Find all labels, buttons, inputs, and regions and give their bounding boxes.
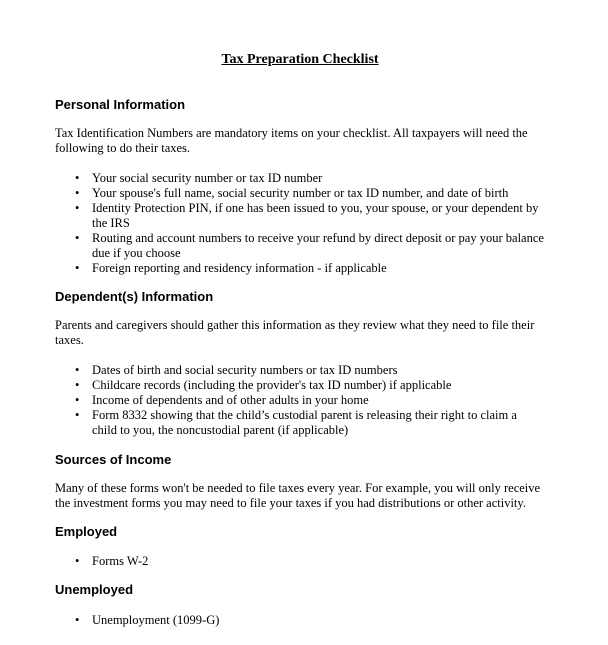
bullet-icon: •	[75, 378, 80, 392]
dependents-info-list	[55, 363, 545, 438]
bullet-icon: •	[75, 186, 80, 200]
personal-info-heading: Personal Information	[55, 97, 186, 112]
list-item: • Identity Protection PIN, if one has been issued to you, your spouse, or your dependent by the IRS	[75, 201, 539, 230]
income-sources-intro: Many of these forms won't be needed to file taxes every year. For example, you will only receive the investment forms you may need to file your taxes if you had distributions or other activity.	[55, 481, 541, 510]
list-item: • Income of dependents and of other adults in your home	[75, 393, 369, 407]
dependents-info-heading: Dependent(s) Information	[55, 289, 214, 304]
personal-info-list	[55, 171, 545, 276]
income-sources-heading: Sources of Income	[55, 452, 172, 467]
list-item: • Forms W-2	[75, 554, 149, 568]
bullet-icon: •	[75, 393, 80, 407]
personal-info-intro: Tax Identification Numbers are mandatory items on your checklist. All taxpayers will need the following to do their taxes.	[55, 126, 528, 155]
list-item: • Foreign reporting and residency information - if applicable	[75, 261, 387, 275]
list-item: • Form 8332 showing that the child’s custodial parent is releasing their right to claim a child to you, the noncustodial parent (if applicable)	[75, 408, 517, 437]
page-title: Tax Preparation Checklist	[221, 52, 379, 67]
list-item: • Childcare records (including the provider's tax ID number) if applicable	[75, 378, 452, 392]
bullet-icon: •	[75, 171, 80, 185]
bullet-icon: •	[75, 613, 80, 627]
list-item: • Unemployment (1099-G)	[75, 613, 220, 627]
bullet-icon: •	[75, 231, 80, 245]
list-item: • Your social security number or tax ID number	[75, 171, 323, 185]
bullet-icon: •	[75, 363, 80, 377]
list-item: • Your spouse's full name, social security number or tax ID number, and date of birth	[75, 186, 509, 200]
unemployed-heading: Unemployed	[55, 582, 134, 597]
list-item: • Routing and account numbers to receive your refund by direct deposit or pay your balance due if you choose	[75, 231, 544, 260]
bullet-icon: •	[75, 201, 80, 215]
employed-heading: Employed	[55, 524, 118, 539]
bullet-icon: •	[75, 408, 80, 422]
employed-list	[55, 554, 545, 569]
dependents-info-intro: Parents and caregivers should gather this information as they review what they need to file their taxes.	[55, 318, 535, 347]
list-item: • Dates of birth and social security numbers or tax ID numbers	[75, 363, 398, 377]
bullet-icon: •	[75, 261, 80, 275]
bullet-icon: •	[75, 554, 80, 568]
unemployed-list	[55, 613, 545, 628]
